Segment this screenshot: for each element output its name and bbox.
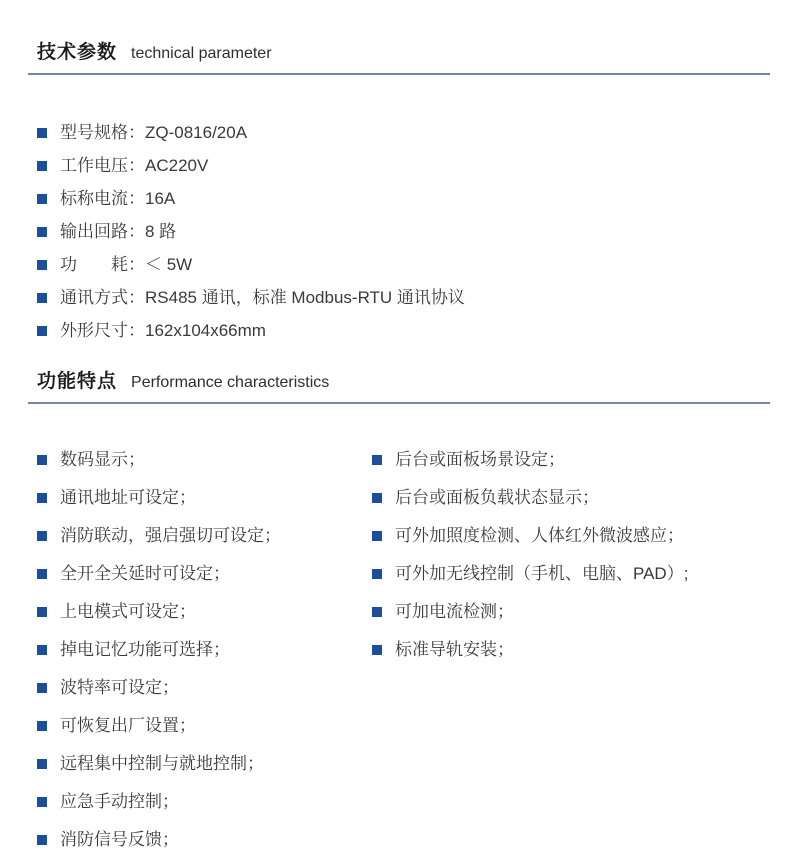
feature-text: 标准导轨安装； bbox=[395, 640, 514, 659]
feature-item bbox=[37, 600, 372, 624]
feature-item bbox=[372, 448, 770, 472]
feature-text: 可外加无线控制（手机、电脑、PAD）; bbox=[395, 564, 689, 583]
feature-text: 后台或面板场景设定； bbox=[395, 450, 565, 469]
bullet-square-icon bbox=[372, 569, 382, 579]
feature-columns bbox=[28, 448, 770, 860]
feature-item bbox=[37, 752, 372, 776]
spec-item bbox=[37, 121, 770, 145]
bullet-square-icon bbox=[37, 531, 47, 541]
spec-item bbox=[37, 220, 770, 244]
spec-text: 工作电压：AC220V bbox=[60, 156, 209, 175]
feature-item bbox=[372, 524, 770, 548]
section-title-en: Performance characteristics bbox=[131, 374, 330, 391]
feature-text: 可加电流检测； bbox=[395, 602, 514, 621]
bullet-square-icon bbox=[37, 493, 47, 503]
bullet-square-icon bbox=[37, 645, 47, 655]
bullet-square-icon bbox=[372, 531, 382, 541]
bullet-square-icon bbox=[37, 455, 47, 465]
feature-text: 消防信号反馈； bbox=[60, 830, 179, 849]
feature-text: 上电模式可设定； bbox=[60, 602, 196, 621]
feature-item bbox=[37, 714, 372, 738]
feature-list-right bbox=[372, 448, 770, 860]
feature-text: 可外加照度检测、人体红外微波感应； bbox=[395, 526, 684, 545]
technical-parameters-header bbox=[28, 40, 770, 75]
feature-item bbox=[37, 638, 372, 662]
feature-item bbox=[37, 524, 372, 548]
bullet-square-icon bbox=[37, 721, 47, 731]
bullet-square-icon bbox=[37, 759, 47, 769]
spec-text: 标称电流：16A bbox=[60, 189, 176, 208]
feature-item bbox=[37, 676, 372, 700]
bullet-square-icon bbox=[372, 645, 382, 655]
feature-text: 后台或面板负载状态显示； bbox=[395, 488, 599, 507]
bullet-square-icon bbox=[37, 569, 47, 579]
feature-text: 通讯地址可设定； bbox=[60, 488, 196, 507]
bullet-square-icon bbox=[37, 326, 47, 336]
spec-list bbox=[28, 121, 770, 343]
spec-text: 功 耗：＜ 5W bbox=[60, 255, 193, 274]
spec-text: 型号规格：ZQ-0816/20A bbox=[60, 123, 248, 142]
section-performance-characteristics bbox=[28, 369, 770, 860]
bullet-square-icon bbox=[37, 194, 47, 204]
feature-text: 全开全关延时可设定； bbox=[60, 564, 230, 583]
spec-text: 输出回路：8 路 bbox=[60, 222, 177, 241]
bullet-square-icon bbox=[372, 455, 382, 465]
bullet-square-icon bbox=[37, 161, 47, 171]
section-title-zh: 技术参数 bbox=[37, 42, 118, 63]
spec-item bbox=[37, 187, 770, 211]
feature-text: 应急手动控制； bbox=[60, 792, 179, 811]
feature-item bbox=[37, 562, 372, 586]
feature-item bbox=[37, 828, 372, 852]
section-title-en: technical parameter bbox=[131, 45, 272, 62]
bullet-square-icon bbox=[37, 260, 47, 270]
bullet-square-icon bbox=[37, 227, 47, 237]
feature-list-left bbox=[37, 448, 372, 860]
bullet-square-icon bbox=[37, 607, 47, 617]
performance-characteristics-header bbox=[28, 369, 770, 404]
spec-item bbox=[37, 154, 770, 178]
feature-text: 掉电记忆功能可选择； bbox=[60, 640, 230, 659]
feature-item bbox=[37, 486, 372, 510]
feature-item bbox=[37, 448, 372, 472]
feature-text: 远程集中控制与就地控制； bbox=[60, 754, 264, 773]
bullet-square-icon bbox=[37, 683, 47, 693]
section-technical-parameters bbox=[28, 40, 770, 343]
section-title-zh: 功能特点 bbox=[37, 371, 118, 392]
bullet-square-icon bbox=[372, 607, 382, 617]
bullet-square-icon bbox=[37, 835, 47, 845]
bullet-square-icon bbox=[37, 293, 47, 303]
feature-item bbox=[372, 638, 770, 662]
spec-text: 外形尺寸：162x104x66mm bbox=[60, 321, 266, 340]
spec-item bbox=[37, 253, 770, 277]
feature-item bbox=[372, 486, 770, 510]
spec-text: 通讯方式：RS485 通讯，标准 Modbus-RTU 通讯协议 bbox=[60, 288, 465, 307]
feature-text: 波特率可设定； bbox=[60, 678, 179, 697]
feature-text: 数码显示； bbox=[60, 450, 145, 469]
feature-text: 消防联动，强启强切可设定； bbox=[60, 526, 281, 545]
spec-item bbox=[37, 319, 770, 343]
spec-item bbox=[37, 286, 770, 310]
bullet-square-icon bbox=[37, 128, 47, 138]
bullet-square-icon bbox=[37, 797, 47, 807]
feature-item bbox=[37, 790, 372, 814]
bullet-square-icon bbox=[372, 493, 382, 503]
feature-item bbox=[372, 562, 770, 586]
feature-text: 可恢复出厂设置； bbox=[60, 716, 196, 735]
feature-item bbox=[372, 600, 770, 624]
